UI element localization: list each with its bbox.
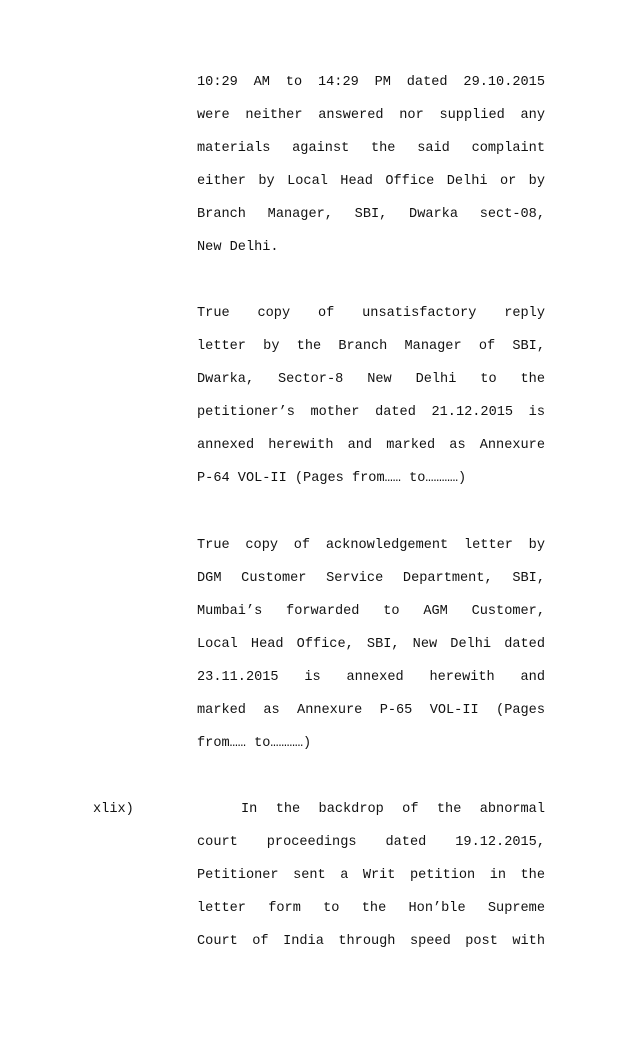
text-line: from…… to…………) bbox=[197, 736, 312, 751]
text-line: New Delhi. bbox=[197, 240, 279, 255]
text-line: 10:29 AM to 14:29 PM dated 29.10.2015 bbox=[197, 75, 545, 90]
text-line: court proceedings dated 19.12.2015, bbox=[197, 835, 545, 850]
text-line: True copy of unsatisfactory reply bbox=[197, 306, 545, 321]
text-line: 23.11.2015 is annexed herewith and bbox=[197, 670, 545, 685]
text-line: Court of India through speed post with bbox=[197, 934, 545, 949]
text-line: DGM Customer Service Department, SBI, bbox=[197, 571, 545, 586]
text-line: letter by the Branch Manager of SBI, bbox=[197, 339, 545, 354]
text-line: materials against the said complaint bbox=[197, 141, 545, 156]
text-line: Petitioner sent a Writ petition in the bbox=[197, 868, 545, 883]
paragraph-number: xlix) bbox=[93, 802, 134, 817]
text-line: Mumbai’s forwarded to AGM Customer, bbox=[197, 604, 545, 619]
text-line: True copy of acknowledgement letter by bbox=[197, 538, 545, 553]
text-line: Branch Manager, SBI, Dwarka sect-08, bbox=[197, 207, 545, 222]
text-line: Local Head Office, SBI, New Delhi dated bbox=[197, 637, 545, 652]
text-line: Dwarka, Sector-8 New Delhi to the bbox=[197, 372, 545, 387]
text-line: In the backdrop of the abnormal bbox=[241, 802, 545, 817]
text-line: petitioner’s mother dated 21.12.2015 is bbox=[197, 405, 545, 420]
text-line: marked as Annexure P-65 VOL-II (Pages bbox=[197, 703, 545, 718]
text-line: P-64 VOL-II (Pages from…… to…………) bbox=[197, 471, 467, 486]
text-line: either by Local Head Office Delhi or by bbox=[197, 174, 545, 189]
text-line: were neither answered nor supplied any bbox=[197, 108, 545, 123]
text-line: letter form to the Hon’ble Supreme bbox=[197, 901, 545, 916]
text-line: annexed herewith and marked as Annexure bbox=[197, 438, 545, 453]
